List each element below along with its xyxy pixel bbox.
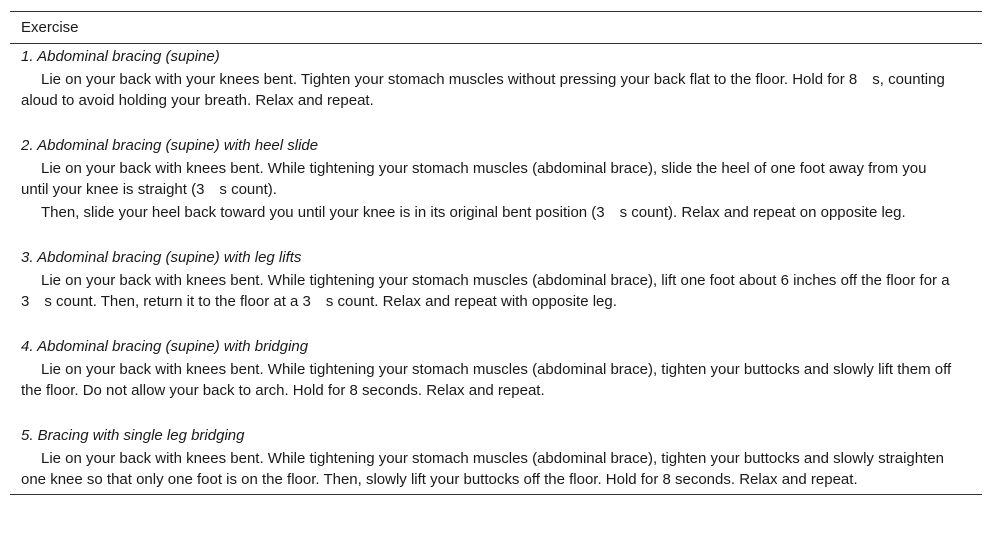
table-body	[10, 44, 982, 490]
exercise-instruction: Lie on your back with knees bent. While tightening your stomach muscles (abdominal brace), tighten your buttocks and slowly straighten one knee so that only one foot is on the floor. Then, slowly lift your buttocks off the floor. Hold for 8 seconds. Relax and repeat.	[21, 450, 944, 488]
exercise-item	[21, 247, 958, 312]
exercise-item	[21, 336, 958, 401]
exercise-title: 5. Bracing with single leg bridging	[21, 427, 245, 444]
exercise-table	[10, 11, 982, 495]
exercise-item	[21, 425, 958, 490]
exercise-instruction: Lie on your back with knees bent. While tightening your stomach muscles (abdominal brace), lift one foot about 6 inches off the floor for a 3 s count. Then, return it to the floor at a 3 s count. Relax and repeat with opposite leg.	[21, 272, 950, 310]
exercise-instruction: Then, slide your heel back toward you until your knee is in its original bent position (3 s count). Relax and repeat on opposite leg.	[41, 204, 906, 221]
table-header	[10, 12, 982, 44]
exercise-item	[21, 46, 958, 111]
exercise-title: 1. Abdominal bracing (supine)	[21, 48, 220, 65]
header-exercise-label: Exercise	[21, 19, 79, 36]
exercise-title: 2. Abdominal bracing (supine) with heel slide	[21, 137, 319, 154]
exercise-title: 4. Abdominal bracing (supine) with bridging	[21, 338, 309, 355]
exercise-instruction: Lie on your back with knees bent. While tightening your stomach muscles (abdominal brace), slide the heel of one foot away from you until your knee is straight (3 s count).	[21, 160, 927, 198]
exercise-item	[21, 135, 958, 223]
exercise-title: 3. Abdominal bracing (supine) with leg lifts	[21, 249, 302, 266]
exercise-instruction: Lie on your back with knees bent. While tightening your stomach muscles (abdominal brace), tighten your buttocks and slowly lift them off the floor. Do not allow your back to arch. Hold for 8 seconds. Relax and repeat.	[21, 361, 952, 399]
exercise-instruction: Lie on your back with your knees bent. Tighten your stomach muscles without pressing your back flat to the floor. Hold for 8 s, counting aloud to avoid holding your breath. Relax and repeat.	[21, 71, 945, 109]
